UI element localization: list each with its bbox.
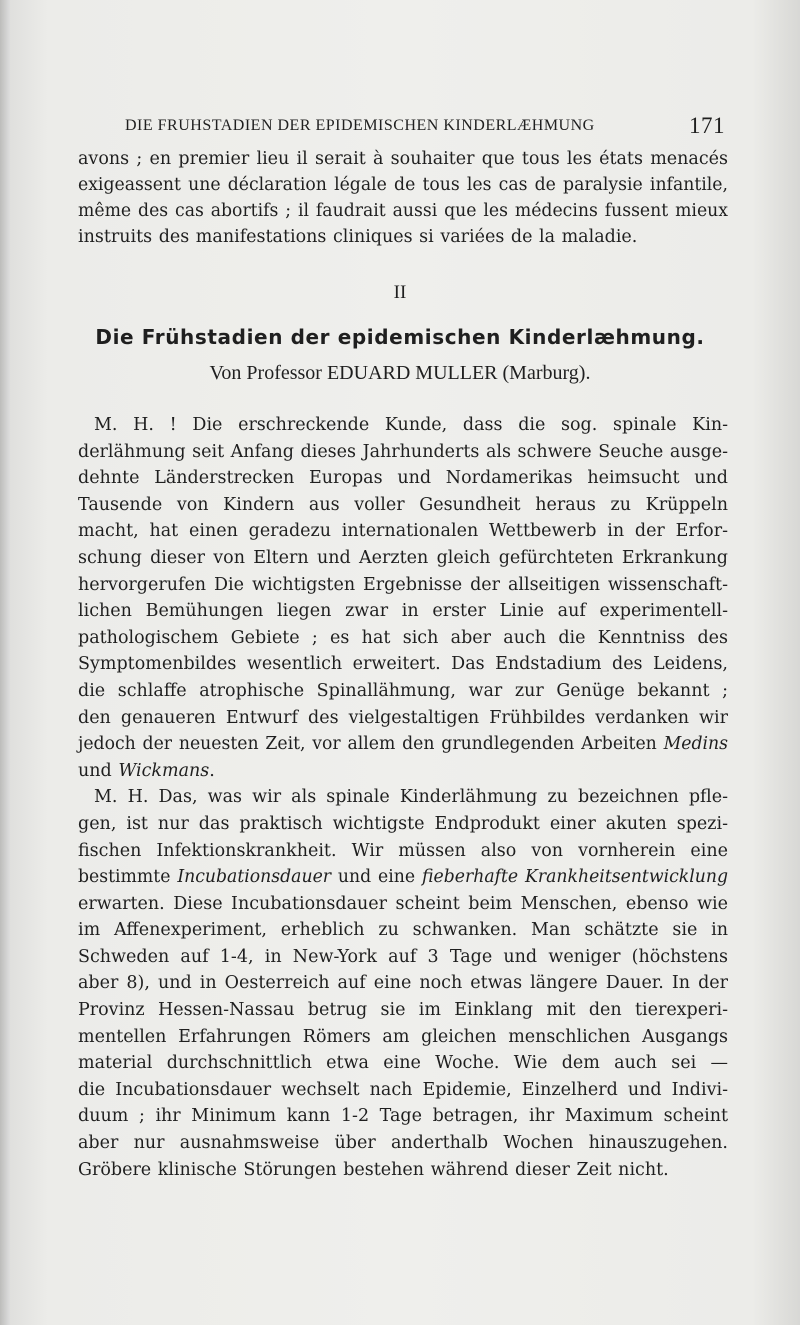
- text-line: hervorgerufen Die wichtigsten Ergebnisse der allseitigen wissenschaft-: [78, 574, 728, 595]
- text-line: avons ; en premier lieu il serait à souhaiter que tous les états menacés: [78, 149, 728, 169]
- text-line: aber 8), und in Oesterreich auf eine noch etwas längere Dauer. In der: [78, 973, 728, 994]
- text-fragment: und: [78, 760, 112, 781]
- italic-name: Wickmans: [118, 760, 210, 781]
- text-line: Tausende von Kindern aus voller Gesundheit heraus zu Krüppeln: [78, 494, 728, 515]
- text-line: Schweden auf 1-4, in New-York auf 3 Tage und weniger (höchstens: [78, 946, 728, 967]
- article-heading: Die Frühstadien der epidemischen Kinderlæhmung.: [95, 325, 705, 349]
- text-line: pathologischem Gebiete ; es hat sich aber auch die Kenntniss des: [78, 627, 728, 648]
- text-line: im Affenexperiment, erheblich zu schwanken. Man schätzte sie in: [78, 920, 728, 941]
- text-line: instruits des manifestations cliniques si variées de la maladie.: [78, 227, 638, 247]
- text-line: [78, 864, 728, 891]
- text-line: dehnte Länderstrecken Europas und Nordamerikas heimsucht und: [78, 468, 728, 489]
- page-number: 171: [689, 113, 725, 138]
- text-line: aber nur ausnahmsweise über anderthalb Wochen hinauszugehen.: [78, 1133, 728, 1154]
- text-line: derlähmung seit Anfang dieses Jahrhunderts als schwere Seuche ausge-: [78, 441, 728, 462]
- text-line: M. H. ! Die erschreckende Kunde, dass die sog. spinale Kin-: [94, 415, 728, 435]
- text-fragment: bestimmte: [78, 867, 171, 888]
- text-line: schung dieser von Eltern und Aerzten gleich gefürchteten Erkrankung: [78, 547, 728, 568]
- running-head: [125, 113, 725, 143]
- text-line: même des cas abortifs ; il faudrait aussi que les médecins fussent mieux: [78, 201, 728, 221]
- text-line: Gröbere klinische Störungen bestehen während dieser Zeit nicht.: [78, 1159, 669, 1180]
- running-head-title: DIE FRUHSTADIEN DER EPIDEMISCHEN KINDERLÆHMUNG: [125, 117, 595, 134]
- section-number: II: [393, 282, 407, 303]
- text-line: Provinz Hessen-Nassau betrug sie im Einklang mit den tierexperi-: [78, 1000, 728, 1021]
- text-fragment: und eine: [337, 867, 416, 888]
- french-paragraph: [78, 146, 728, 250]
- italic-term: Incubationsdauer: [177, 867, 332, 888]
- text-line: M. H. Das, was wir als spinale Kinderlähmung zu bezeichnen pfle-: [94, 787, 728, 808]
- text-line: Symptomenbildes wesentlich erweitert. Das Endstadium des Leidens,: [78, 654, 728, 675]
- text-line: material durchschnittlich etwa eine Woche. Wie dem auch sei —: [78, 1053, 728, 1074]
- text-line: exigeassent une déclaration légale de tous les cas de paralysie infantile,: [78, 175, 728, 195]
- text-line: [78, 731, 728, 758]
- text-line: macht, hat einen geradezu internationalen Wettbewerb in der Erfor-: [78, 521, 728, 542]
- italic-name: Medins: [663, 734, 728, 755]
- text-line: die schlaffe atrophische Spinallähmung, war zur Genüge bekannt ;: [78, 680, 728, 701]
- text-line: mentellen Erfahrungen Römers am gleichen menschlichen Ausgangs: [78, 1026, 728, 1047]
- italic-term: fieberhafte Krankheitsentwicklung: [422, 867, 729, 888]
- page-gutter-shadow: [0, 0, 10, 1325]
- article-body: [78, 412, 728, 1183]
- author-byline: Von Professor EDUARD MULLER (Marburg).: [209, 362, 591, 384]
- text-line: fischen Infektionskrankheit. Wir müssen also von vornherein eine: [78, 840, 728, 861]
- text-line: erwarten. Diese Incubationsdauer scheint beim Menschen, ebenso wie: [78, 893, 728, 914]
- text-line: lichen Bemühungen liegen zwar in erster Linie auf experimentell-: [78, 601, 728, 622]
- text-line: und Wickmans.: [78, 760, 215, 781]
- text-line: gen, ist nur das praktisch wichtigste Endprodukt einer akuten spezi-: [78, 813, 728, 834]
- text-line: den genaueren Entwurf des vielgestaltigen Frühbildes verdanken wir: [78, 707, 728, 728]
- text-line: die Incubationsdauer wechselt nach Epidemie, Einzelherd und Indivi-: [78, 1079, 728, 1100]
- text-fragment: jedoch der neuesten Zeit, vor allem den grundlegenden Arbeiten: [78, 734, 657, 755]
- text-line: duum ; ihr Minimum kann 1-2 Tage betragen, ihr Maximum scheint: [78, 1106, 728, 1127]
